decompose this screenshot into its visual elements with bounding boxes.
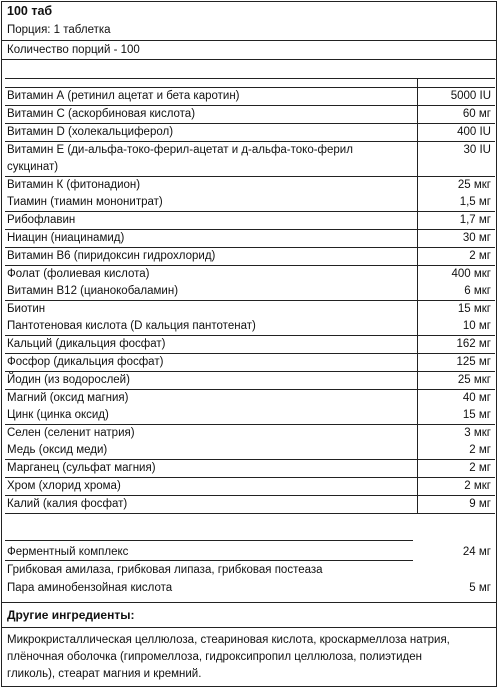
nutrient-amount: 9 мг bbox=[469, 498, 491, 510]
nutrient-name-cell bbox=[5, 354, 418, 372]
nutrient-amount: 30 IU bbox=[463, 144, 491, 156]
supplement-facts-panel bbox=[1, 1, 497, 687]
nutrient-amount: 2 мг bbox=[469, 444, 491, 456]
nutrient-amount: 162 мг bbox=[456, 338, 491, 350]
nutrient-name: Медь (оксид меди) bbox=[7, 444, 108, 456]
table-row bbox=[5, 336, 495, 354]
table-row bbox=[5, 230, 495, 248]
table-row bbox=[5, 390, 495, 425]
nutrient-amount-cell bbox=[418, 372, 496, 390]
nutrient-name: Фолат (фолиевая кислота) bbox=[7, 268, 150, 280]
nutrient-name: сукцинат) bbox=[7, 161, 59, 173]
table-spacer-row bbox=[5, 79, 495, 88]
nutrient-amount: 400 мкг bbox=[451, 268, 491, 280]
nutrient-amount-cell bbox=[418, 301, 496, 336]
other-ingredients-heading: Другие ингредиенты: bbox=[2, 602, 496, 628]
package-size-title: 100 таб bbox=[7, 4, 53, 18]
nutrient-amount: 2 мкг bbox=[464, 480, 491, 492]
table-row bbox=[5, 88, 495, 106]
table-row bbox=[5, 177, 495, 212]
nutrient-amount: 400 IU bbox=[457, 126, 491, 138]
nutrient-amount: 10 мг bbox=[462, 320, 491, 332]
table-row bbox=[5, 460, 495, 478]
nutrient-amount: 2 мг bbox=[469, 250, 491, 262]
nutrient-name: Витамин B12 (цианокобаламин) bbox=[7, 285, 179, 297]
spacer-cell bbox=[5, 79, 418, 88]
paba-name: Пара аминобензойная кислота bbox=[7, 582, 173, 594]
table-row bbox=[5, 106, 495, 124]
nutrient-amount-cell bbox=[418, 177, 496, 212]
nutrient-amount-cell bbox=[418, 248, 496, 266]
nutrient-name-cell bbox=[5, 460, 418, 478]
nutrient-name-cell bbox=[5, 212, 418, 230]
nutrient-name-cell bbox=[5, 372, 418, 390]
nutrient-name-cell bbox=[5, 478, 418, 496]
nutrient-amount: 125 мг bbox=[456, 356, 491, 368]
table-row bbox=[5, 266, 495, 301]
paba-amount: 5 мг bbox=[469, 582, 491, 594]
nutrient-name: Биотин bbox=[7, 303, 46, 315]
enzyme-complex-detail: Грибковая амилаза, грибковая липаза, грибковая постеаза bbox=[7, 564, 323, 576]
nutrient-amount-cell bbox=[418, 336, 496, 354]
nutrient-amount-cell bbox=[418, 88, 496, 106]
nutrient-name: Фосфор (дикальция фосфат) bbox=[7, 356, 164, 368]
nutrient-name-cell bbox=[5, 425, 418, 460]
nutrient-name: Йодин (из водорослей) bbox=[7, 374, 130, 386]
nutrient-name: Витамин А (ретинил ацетат и бета каротин) bbox=[7, 90, 240, 102]
nutrient-table bbox=[5, 78, 495, 514]
nutrient-name: Тиамин (тиамин мононитрат) bbox=[7, 196, 163, 208]
nutrient-name: Селен (селенит натрия) bbox=[7, 427, 135, 439]
nutrient-amount-cell bbox=[418, 142, 496, 177]
nutrient-name: Хром (хлорид хрома) bbox=[7, 480, 121, 492]
nutrient-name: Цинк (цинка оксид) bbox=[7, 409, 109, 421]
nutrient-name-cell bbox=[5, 124, 418, 142]
enzyme-complex-name: Ферментный комплекс bbox=[7, 546, 129, 558]
nutrient-amount: 6 мкг bbox=[464, 285, 491, 297]
enzyme-complex-amount: 24 мг bbox=[462, 546, 491, 558]
nutrient-amount-cell bbox=[418, 390, 496, 425]
divider bbox=[5, 560, 413, 561]
table-row bbox=[5, 248, 495, 266]
nutrient-name: Магний (оксид магния) bbox=[7, 392, 129, 404]
nutrient-name-cell bbox=[5, 301, 418, 336]
nutrient-amount-cell bbox=[418, 478, 496, 496]
nutrient-amount-cell bbox=[418, 425, 496, 460]
nutrient-name: Витамин Е (ди-альфа-токо-ферил-ацетат и д-альфа-токо-ферил bbox=[7, 144, 353, 156]
nutrient-amount-cell bbox=[418, 266, 496, 301]
nutrient-name: Витамин D (холекальциферол) bbox=[7, 126, 174, 138]
table-row bbox=[5, 496, 495, 514]
nutrient-name: Калий (калия фосфат) bbox=[7, 498, 128, 510]
table-row bbox=[5, 478, 495, 496]
other-ingredients-text bbox=[7, 632, 492, 683]
nutrient-amount: 40 мг bbox=[462, 392, 491, 404]
nutrient-amount: 1,5 мг bbox=[459, 196, 491, 208]
nutrient-name: Пантотеновая кислота (D кальция пантотенат) bbox=[7, 320, 256, 332]
nutrient-amount: 5000 IU bbox=[450, 90, 491, 102]
other-ingredients-line: плёночная оболочка (гипромеллоза, гидроксипропил целлюлоза, полиэтиден bbox=[7, 651, 422, 663]
nutrient-amount: 30 мг bbox=[462, 232, 491, 244]
nutrient-name: Кальций (дикальция фосфат) bbox=[7, 338, 166, 350]
table-row bbox=[5, 142, 495, 177]
nutrient-amount-cell bbox=[418, 230, 496, 248]
other-ingredients-line: гликоль), стеарат магния и кремний. bbox=[7, 668, 202, 680]
nutrient-amount: 15 мкг bbox=[457, 303, 491, 315]
nutrient-name: Ниацин (ниацинамид) bbox=[7, 232, 125, 244]
nutrient-name-cell bbox=[5, 266, 418, 301]
nutrient-name-cell bbox=[5, 336, 418, 354]
other-ingredients-line: Микрокристаллическая целлюлоза, стеариновая кислота, кроскармеллоза натрия, bbox=[7, 634, 450, 646]
nutrient-name-cell bbox=[5, 177, 418, 212]
table-row bbox=[5, 212, 495, 230]
table-row bbox=[5, 354, 495, 372]
nutrient-name-cell bbox=[5, 230, 418, 248]
table-row bbox=[5, 301, 495, 336]
spacer-cell bbox=[418, 79, 496, 88]
nutrient-amount: 2 мг bbox=[469, 462, 491, 474]
nutrient-amount: 25 мкг bbox=[457, 374, 491, 386]
enzyme-section bbox=[5, 540, 495, 598]
nutrient-amount-cell bbox=[418, 354, 496, 372]
divider bbox=[5, 540, 413, 541]
nutrient-name: Витамин К (фитонадион) bbox=[7, 179, 141, 191]
nutrient-name: Витамин B6 (пиридоксин гидрохлорид) bbox=[7, 250, 216, 262]
nutrient-name-cell bbox=[5, 248, 418, 266]
servings-count-row: Количество порций - 100 bbox=[2, 40, 496, 60]
nutrient-amount: 1,7 мг bbox=[459, 214, 491, 226]
table-row bbox=[5, 372, 495, 390]
serving-size-text: Порция: 1 таблетка bbox=[7, 24, 111, 36]
nutrient-name-cell bbox=[5, 106, 418, 124]
table-row bbox=[5, 425, 495, 460]
nutrient-name: Рибофлавин bbox=[7, 214, 76, 226]
nutrient-amount: 60 мг bbox=[462, 108, 491, 120]
nutrient-amount: 25 мкг bbox=[457, 179, 491, 191]
nutrient-name-cell bbox=[5, 142, 418, 177]
paba-row bbox=[5, 580, 495, 598]
nutrient-name-cell bbox=[5, 496, 418, 514]
nutrient-name: Марганец (сульфат магния) bbox=[7, 462, 156, 474]
nutrient-amount-cell bbox=[418, 496, 496, 514]
nutrient-amount-cell bbox=[418, 212, 496, 230]
nutrient-amount: 3 мкг bbox=[464, 427, 491, 439]
nutrient-amount-cell bbox=[418, 106, 496, 124]
nutrient-amount: 15 мг bbox=[462, 409, 491, 421]
enzyme-detail-row bbox=[5, 562, 495, 580]
nutrient-amount-cell bbox=[418, 124, 496, 142]
nutrient-amount-cell bbox=[418, 460, 496, 478]
nutrient-name-cell bbox=[5, 88, 418, 106]
nutrient-name: Витамин С (аскорбиновая кислота) bbox=[7, 108, 196, 120]
table-row bbox=[5, 124, 495, 142]
nutrient-name-cell bbox=[5, 390, 418, 425]
